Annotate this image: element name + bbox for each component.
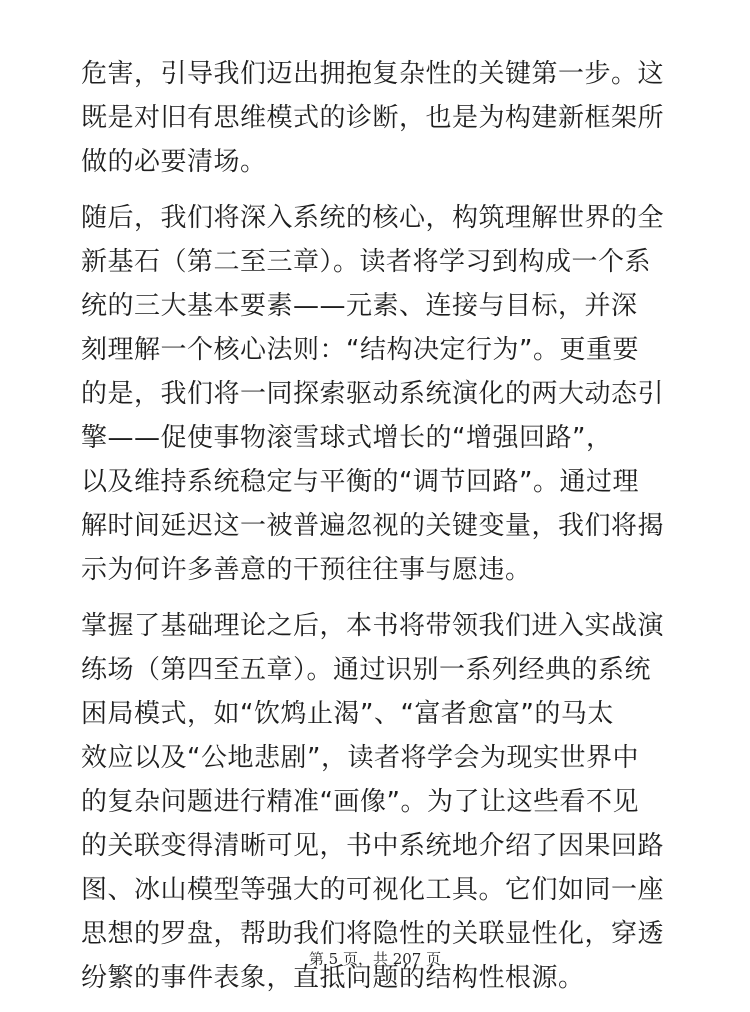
text-line: 图、冰山模型等强大的可视化工具。它们如同一座	[81, 875, 665, 905]
text-line: 掌握了基础理论之后，本书将带领我们进入实战演	[81, 611, 665, 641]
text-line: 做的必要清场。	[81, 147, 267, 177]
paragraph-3	[81, 604, 681, 1000]
text-line: 统的三大基本要素——元素、连接与目标，并深	[81, 291, 638, 321]
text-line: 既是对旧有思维模式的诊断，也是为构建新框架所	[81, 103, 665, 133]
text-line: 练场（第四至五章）。通过识别一系列经典的系统	[81, 655, 652, 685]
text-line: 困局模式，如“饮鸩止渴”、“富者愈富”的马太	[81, 699, 614, 729]
page-number-footer: 第 5 页，共 207 页	[308, 950, 442, 968]
text-line: 纷繁的事件表象，直抵问题的结构性根源。	[81, 963, 585, 993]
text-line: 擎——促使事物滚雪球式增长的“增强回路”，	[81, 423, 613, 453]
text-line: 以及维持系统稳定与平衡的“调节回路”。通过理	[81, 467, 639, 497]
body-text	[81, 52, 681, 1012]
text-line: 危害，引导我们迈出拥抱复杂性的关键第一步。这	[81, 59, 665, 89]
text-line: 新基石（第二至三章）。读者将学习到构成一个系	[81, 247, 652, 277]
text-line: 解时间延迟这一被普遍忽视的关键变量，我们将揭	[81, 511, 665, 541]
text-line: 的复杂问题进行精准“画像”。为了让这些看不见	[81, 787, 639, 817]
text-line: 刻理解一个核心法则：“结构决定行为”。更重要	[81, 335, 639, 365]
text-line: 的关联变得清晰可见，书中系统地介绍了因果回路	[81, 831, 665, 861]
paragraph-2	[81, 196, 681, 592]
paragraph-1	[81, 52, 681, 184]
text-line: 随后，我们将深入系统的核心，构筑理解世界的全	[81, 203, 665, 233]
text-line: 示为何许多善意的干预往往事与愿违。	[81, 555, 532, 585]
text-line: 的是，我们将一同探索驱动系统演化的两大动态引	[81, 379, 665, 409]
text-line: 效应以及“公地悲剧”，读者将学会为现实世界中	[81, 743, 639, 773]
text-line: 思想的罗盘，帮助我们将隐性的关联显性化，穿透	[81, 919, 665, 949]
